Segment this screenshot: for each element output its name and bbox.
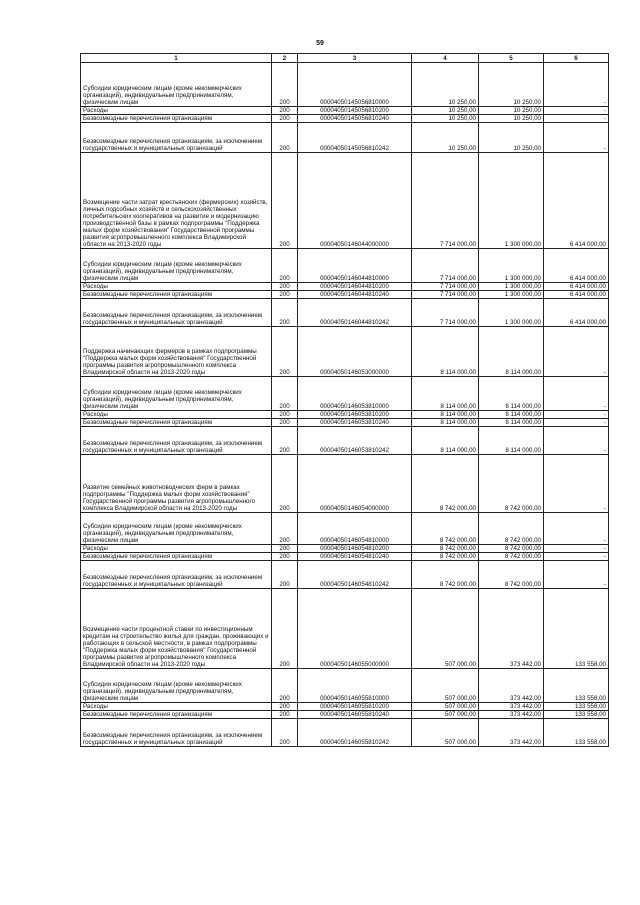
table-row [81, 63, 609, 107]
table-row [81, 711, 609, 719]
page-number: 59 [316, 40, 324, 47]
row-kbk-cell: 00004050146055810200 [298, 703, 412, 711]
row-kbk-cell: 00004050146053810000 [298, 377, 412, 411]
row-col4-amount: 8 742 000,00 [412, 545, 479, 553]
row-name-cell: Субсидии юридическим лицам (кроме некоммерческих организаций), индивидуальным предпринимателям, физическим лицам [81, 249, 272, 283]
row-col6-amount: 6 414 000,00 [544, 249, 609, 283]
row-name-cell: Безвозмездные перечисления организациям [81, 419, 272, 427]
row-col6-amount: - [544, 455, 609, 513]
row-col5-amount: 8 742 000,00 [479, 561, 544, 589]
row-col6-amount: 6 414 000,00 [544, 283, 609, 291]
row-col6-amount: 6 414 000,00 [544, 299, 609, 327]
table-row [81, 427, 609, 455]
table-row [81, 283, 609, 291]
table-row [81, 291, 609, 299]
row-col6-amount: - [544, 123, 609, 153]
row-col5-amount: 8 114 000,00 [479, 411, 544, 419]
row-name-cell: Возмещение части процентной ставки по инвестиционным кредитам на строительство жилья для граждан, проживающих и работающих в сельской местности, в рамках подпрограммы "Поддержка малых форм хозяйствования" Государственной программы развития агропромышленного комплекса Владимирской области на 2013-2020 годы [81, 589, 272, 669]
header-cell: 2 [272, 54, 298, 63]
row-col5-amount: 8 742 000,00 [479, 513, 544, 545]
row-col5-amount: 8 742 000,00 [479, 545, 544, 553]
row-col6-amount: - [544, 115, 609, 123]
row-col6-amount: - [544, 427, 609, 455]
table-row [81, 513, 609, 545]
row-col6-amount: 133 558,00 [544, 589, 609, 669]
table-row [81, 561, 609, 589]
row-col4-amount: 507 000,00 [412, 589, 479, 669]
row-kbk-cell: 00004050146044810200 [298, 283, 412, 291]
row-col4-amount: 7 714 000,00 [412, 291, 479, 299]
table-row [81, 419, 609, 427]
header-cell: 5 [479, 54, 544, 63]
table-row [81, 455, 609, 513]
row-kbk-cell: 00004050146053810240 [298, 419, 412, 427]
header-cell: 1 [81, 54, 272, 63]
row-col4-amount: 10 250,00 [412, 107, 479, 115]
row-code-cell: 200 [272, 711, 298, 719]
row-col5-amount: 373 442,00 [479, 589, 544, 669]
row-col5-amount: 373 442,00 [479, 703, 544, 711]
row-col6-amount: - [544, 63, 609, 107]
row-kbk-cell: 00004050146053000000 [298, 327, 412, 377]
row-code-cell: 200 [272, 291, 298, 299]
header-cell: 4 [412, 54, 479, 63]
row-name-cell: Безвозмездные перечисления организациям [81, 115, 272, 123]
row-kbk-cell: 00004050145056810242 [298, 123, 412, 153]
row-col5-amount: 373 442,00 [479, 711, 544, 719]
row-code-cell: 200 [272, 703, 298, 711]
row-col6-amount: - [544, 377, 609, 411]
row-name-cell: Безвозмездные перечисления организациям [81, 553, 272, 561]
row-name-cell: Безвозмездные перечисления организациям [81, 291, 272, 299]
row-col5-amount: 8 114 000,00 [479, 427, 544, 455]
row-col4-amount: 10 250,00 [412, 63, 479, 107]
row-col4-amount: 8 742 000,00 [412, 455, 479, 513]
row-col5-amount: 1 300 000,00 [479, 283, 544, 291]
row-kbk-cell: 00004050145056810000 [298, 63, 412, 107]
row-kbk-cell: 00004050146055810240 [298, 711, 412, 719]
row-col4-amount: 507 000,00 [412, 703, 479, 711]
row-col5-amount: 373 442,00 [479, 719, 544, 747]
row-kbk-cell: 00004050146044810240 [298, 291, 412, 299]
row-name-cell: Безвозмездные перечисления организациям, за исключением государственных и муниципальных организаций [81, 427, 272, 455]
row-col5-amount: 1 300 000,00 [479, 291, 544, 299]
row-code-cell: 200 [272, 299, 298, 327]
row-kbk-cell: 00004050146054810240 [298, 553, 412, 561]
table-row [81, 703, 609, 711]
row-code-cell: 200 [272, 427, 298, 455]
row-name-cell: Расходы [81, 703, 272, 711]
row-col5-amount: 1 300 000,00 [479, 249, 544, 283]
row-code-cell: 200 [272, 513, 298, 545]
row-col6-amount: 133 558,00 [544, 669, 609, 703]
row-col4-amount: 7 714 000,00 [412, 283, 479, 291]
row-code-cell: 200 [272, 719, 298, 747]
row-kbk-cell: 00004050146055000000 [298, 589, 412, 669]
row-col6-amount: - [544, 545, 609, 553]
row-kbk-cell: 00004050146044810242 [298, 299, 412, 327]
table-row [81, 107, 609, 115]
row-name-cell: Расходы [81, 283, 272, 291]
row-col5-amount: 10 250,00 [479, 107, 544, 115]
row-col4-amount: 507 000,00 [412, 669, 479, 703]
row-kbk-cell: 00004050146054000000 [298, 455, 412, 513]
row-name-cell: Безвозмездные перечисления организациям, за исключением государственных и муниципальных организаций [81, 123, 272, 153]
row-code-cell: 200 [272, 123, 298, 153]
row-name-cell: Расходы [81, 411, 272, 419]
row-kbk-cell: 00004050146054810242 [298, 561, 412, 589]
row-kbk-cell: 00004050146054810200 [298, 545, 412, 553]
row-code-cell: 200 [272, 411, 298, 419]
row-name-cell: Развитие семейных животноводческих ферм в рамках подпрограммы "Поддержка малых форм хозяйствования" Государственной программы развития агропромышленного комплекса Владимирской области на 2013-2020 годы [81, 455, 272, 513]
table-body [81, 63, 609, 747]
row-col6-amount: 6 414 000,00 [544, 153, 609, 249]
row-col5-amount: 1 300 000,00 [479, 153, 544, 249]
row-name-cell: Расходы [81, 107, 272, 115]
row-name-cell: Субсидии юридическим лицам (кроме некоммерческих организаций), индивидуальным предпринимателям, физическим лицам [81, 63, 272, 107]
table-row [81, 719, 609, 747]
row-code-cell: 200 [272, 669, 298, 703]
row-col5-amount: 8 742 000,00 [479, 455, 544, 513]
table-row [81, 299, 609, 327]
table-row [81, 553, 609, 561]
row-code-cell: 200 [272, 153, 298, 249]
row-name-cell: Безвозмездные перечисления организациям [81, 711, 272, 719]
row-col6-amount: - [544, 107, 609, 115]
row-col6-amount: 6 414 000,00 [544, 291, 609, 299]
row-col6-amount: 133 558,00 [544, 719, 609, 747]
row-col6-amount: - [544, 411, 609, 419]
row-col5-amount: 373 442,00 [479, 669, 544, 703]
table-row [81, 327, 609, 377]
table-row [81, 123, 609, 153]
row-code-cell: 200 [272, 63, 298, 107]
row-kbk-cell: 00004050145056810200 [298, 107, 412, 115]
row-name-cell: Возмещение части затрат крестьянских (фермерских) хозяйств, личных подсобных хозяйств и сельскохозяйственных потребительских кооперативов на развитие и модернизацию производственной базы в рамках подпрограммы "Поддержка малых форм хозяйствования" Государственной программы развития агропромышленного комплекса Владимирской области на 2013-2020 годы [81, 153, 272, 249]
row-col6-amount: - [544, 561, 609, 589]
table-row [81, 589, 609, 669]
row-kbk-cell: 00004050146053810242 [298, 427, 412, 455]
row-name-cell: Безвозмездные перечисления организациям, за исключением государственных и муниципальных организаций [81, 299, 272, 327]
row-name-cell: Субсидии юридическим лицам (кроме некоммерческих организаций), индивидуальным предпринимателям, физическим лицам [81, 513, 272, 545]
table-row [81, 545, 609, 553]
row-name-cell: Субсидии юридическим лицам (кроме некоммерческих организаций), индивидуальным предпринимателям, физическим лицам [81, 377, 272, 411]
row-col4-amount: 8 742 000,00 [412, 553, 479, 561]
row-code-cell: 200 [272, 107, 298, 115]
row-name-cell: Субсидии юридическим лицам (кроме некоммерческих организаций), индивидуальным предпринимателям, физическим лицам [81, 669, 272, 703]
row-name-cell: Расходы [81, 545, 272, 553]
row-name-cell: Безвозмездные перечисления организациям, за исключением государственных и муниципальных организаций [81, 719, 272, 747]
row-col4-amount: 7 714 000,00 [412, 299, 479, 327]
row-code-cell: 200 [272, 553, 298, 561]
row-col4-amount: 10 250,00 [412, 123, 479, 153]
row-kbk-cell: 00004050146053810200 [298, 411, 412, 419]
row-col6-amount: - [544, 553, 609, 561]
row-col5-amount: 10 250,00 [479, 63, 544, 107]
row-col4-amount: 8 742 000,00 [412, 513, 479, 545]
row-col4-amount: 8 742 000,00 [412, 561, 479, 589]
row-col4-amount: 8 114 000,00 [412, 427, 479, 455]
row-col4-amount: 507 000,00 [412, 719, 479, 747]
row-col6-amount: - [544, 513, 609, 545]
row-code-cell: 200 [272, 377, 298, 411]
row-kbk-cell: 00004050146044810000 [298, 249, 412, 283]
row-col4-amount: 8 114 000,00 [412, 411, 479, 419]
row-kbk-cell: 00004050146055810000 [298, 669, 412, 703]
row-col6-amount: - [544, 419, 609, 427]
row-code-cell: 200 [272, 327, 298, 377]
row-col4-amount: 10 250,00 [412, 115, 479, 123]
row-code-cell: 200 [272, 419, 298, 427]
table-row [81, 153, 609, 249]
row-col5-amount: 10 250,00 [479, 123, 544, 153]
row-col4-amount: 8 114 000,00 [412, 419, 479, 427]
table-row [81, 115, 609, 123]
row-code-cell: 200 [272, 589, 298, 669]
row-col5-amount: 8 114 000,00 [479, 327, 544, 377]
header-cell: 3 [298, 54, 412, 63]
row-kbk-cell: 00004050145056810240 [298, 115, 412, 123]
row-col5-amount: 8 742 000,00 [479, 553, 544, 561]
row-col4-amount: 507 000,00 [412, 711, 479, 719]
row-code-cell: 200 [272, 115, 298, 123]
row-col5-amount: 8 114 000,00 [479, 419, 544, 427]
row-col5-amount: 8 114 000,00 [479, 377, 544, 411]
row-code-cell: 200 [272, 249, 298, 283]
row-kbk-cell: 00004050146054810000 [298, 513, 412, 545]
row-col6-amount: 133 558,00 [544, 703, 609, 711]
row-name-cell: Поддержка начинающих фермеров в рамках подпрограммы "Поддержка малых форм хозяйствования" Государственной программы развития агропромышленного комплекса Владимирской области на 2013-2020 годы [81, 327, 272, 377]
row-code-cell: 200 [272, 545, 298, 553]
table-header-row [81, 54, 609, 63]
row-col4-amount: 8 114 000,00 [412, 327, 479, 377]
row-col4-amount: 7 714 000,00 [412, 249, 479, 283]
row-name-cell: Безвозмездные перечисления организациям, за исключением государственных и муниципальных организаций [81, 561, 272, 589]
row-col6-amount: 133 558,00 [544, 711, 609, 719]
row-col5-amount: 1 300 000,00 [479, 299, 544, 327]
table-row [81, 411, 609, 419]
header-cell: 6 [544, 54, 609, 63]
table-row [81, 377, 609, 411]
row-code-cell: 200 [272, 283, 298, 291]
table-row [81, 669, 609, 703]
budget-table [80, 53, 609, 747]
row-code-cell: 200 [272, 455, 298, 513]
row-col5-amount: 10 250,00 [479, 115, 544, 123]
table-row [81, 249, 609, 283]
row-kbk-cell: 00004050146044000000 [298, 153, 412, 249]
row-code-cell: 200 [272, 561, 298, 589]
row-col4-amount: 8 114 000,00 [412, 377, 479, 411]
row-col6-amount: - [544, 327, 609, 377]
row-col4-amount: 7 714 000,00 [412, 153, 479, 249]
row-kbk-cell: 00004050146055810242 [298, 719, 412, 747]
